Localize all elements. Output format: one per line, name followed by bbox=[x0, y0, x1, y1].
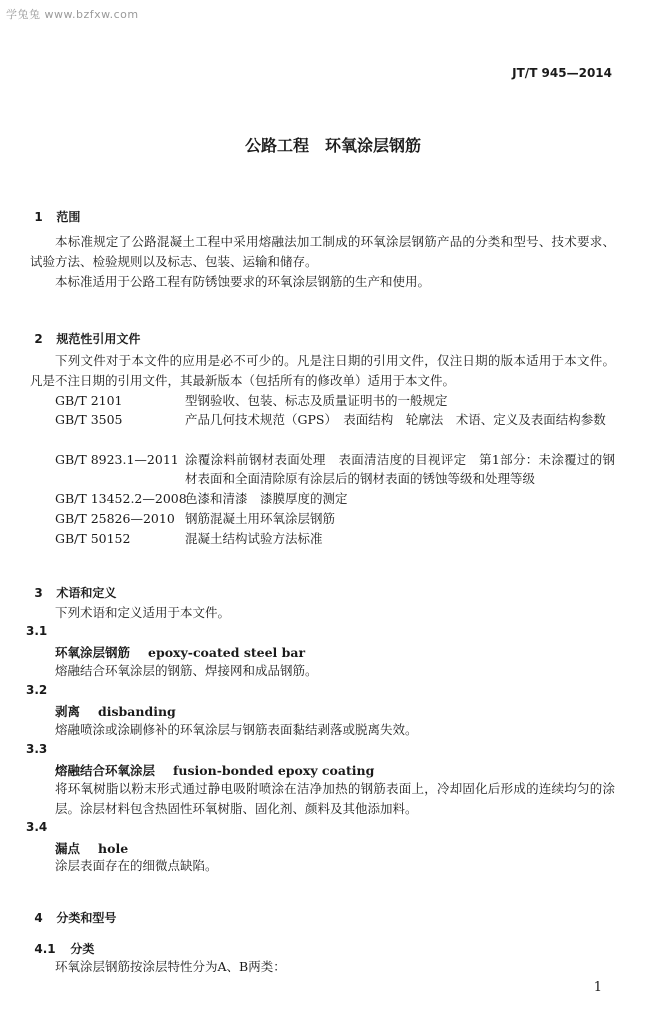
section-2-heading bbox=[26, 316, 140, 347]
term-chinese: 熔融结合环氧涂层 bbox=[55, 763, 156, 778]
section-title: 范围 bbox=[56, 210, 81, 224]
section-title: 术语和定义 bbox=[56, 586, 117, 600]
page-number: 1 bbox=[593, 980, 602, 995]
term-english: fusion-bonded epoxy coating bbox=[173, 763, 375, 778]
reference-item bbox=[55, 489, 615, 508]
section-number: 2 bbox=[34, 332, 43, 346]
reference-item bbox=[55, 391, 615, 410]
reference-item bbox=[55, 410, 615, 429]
term-english: disbanding bbox=[98, 704, 176, 719]
term-definition: 熔融喷涂或涂刷修补的环氧涂层与钢筋表面黏结剥落或脱离失效。 bbox=[55, 722, 418, 737]
section-title: 规范性引用文件 bbox=[56, 332, 141, 346]
watermark: 学兔兔 www.bzfxw.com bbox=[6, 8, 139, 21]
reference-code: GB/T 3505 bbox=[55, 412, 123, 427]
section-1-heading bbox=[26, 194, 80, 225]
reference-title: 混凝土结构试验方法标准 bbox=[185, 531, 323, 546]
section-3-heading bbox=[26, 570, 116, 601]
standard-number: JT/T 945—2014 bbox=[512, 66, 612, 80]
section-title: 分类和型号 bbox=[56, 911, 117, 925]
reference-title: 产品几何技术规范（GPS） 表面结构 轮廓法 术语、定义及表面结构参数 bbox=[185, 412, 606, 427]
subsection-4-1-heading bbox=[26, 926, 94, 957]
section-4-heading bbox=[26, 895, 116, 926]
subsection-number: 4.1 bbox=[34, 942, 56, 956]
term-heading bbox=[55, 643, 305, 661]
reference-code: GB/T 50152 bbox=[55, 531, 131, 546]
section-4-text: 环氧涂层钢筋按涂层特性分为A、B两类： bbox=[55, 959, 286, 974]
term-definition: 将环氧树脂以粉末形式通过静电吸附喷涂在洁净加热的钢筋表面上，冷却固化后形成的连续均匀的涂层。涂层材料包含热固性环氧树脂、固化剂、颜料及其他添加料。 bbox=[55, 781, 615, 816]
term-chinese: 漏点 bbox=[55, 841, 81, 856]
reference-code: GB/T 13452.2—2008 bbox=[55, 491, 187, 506]
reference-item bbox=[55, 529, 615, 548]
reference-title: 色漆和清漆 漆膜厚度的测定 bbox=[185, 491, 348, 506]
term-number: 3.1 bbox=[26, 624, 48, 638]
term-english: hole bbox=[98, 841, 129, 856]
reference-item bbox=[55, 450, 615, 488]
term-definition: 涂层表面存在的细微点缺陷。 bbox=[55, 858, 218, 873]
reference-code: GB/T 2101 bbox=[55, 393, 123, 408]
reference-code: GB/T 8923.1—2011 bbox=[55, 452, 179, 467]
section-number: 3 bbox=[34, 586, 43, 600]
reference-item bbox=[55, 509, 615, 528]
term-number: 3.4 bbox=[26, 820, 48, 834]
section-2-intro: 下列文件对于本文件的应用是必不可少的。凡是注日期的引用文件，仅注日期的版本适用于本文件。凡是不注日期的引用文件，其最新版本（包括所有的修改单）适用于本文件。 bbox=[30, 353, 615, 388]
term-definition: 熔融结合环氧涂层的钢筋、焊接网和成品钢筋。 bbox=[55, 663, 318, 678]
reference-title: 型钢验收、包装、标志及质量证明书的一般规定 bbox=[185, 393, 448, 408]
reference-title: 涂覆涂料前钢材表面处理 表面清洁度的目视评定 第1部分：未涂覆过的钢材表面和全面清除原有涂层后的钢材表面的锈蚀等级和处理等级 bbox=[185, 452, 615, 486]
section-1-paragraph-1: 本标准规定了公路混凝土工程中采用熔融法加工制成的环氧涂层钢筋产品的分类和型号、技术要求、试验方法、检验规则以及标志、包装、运输和储存。 bbox=[30, 234, 615, 269]
subsection-title: 分类 bbox=[70, 942, 95, 956]
section-number: 1 bbox=[34, 210, 43, 224]
reference-code: GB/T 25826—2010 bbox=[55, 511, 175, 526]
term-english: epoxy-coated steel bar bbox=[148, 645, 306, 660]
term-number: 3.3 bbox=[26, 742, 48, 756]
term-heading bbox=[55, 839, 128, 857]
term-chinese: 剥离 bbox=[55, 704, 81, 719]
reference-title: 钢筋混凝土用环氧涂层钢筋 bbox=[185, 511, 336, 526]
term-heading bbox=[55, 761, 374, 779]
document-title: 公路工程 环氧涂层钢筋 bbox=[244, 136, 421, 155]
section-number: 4 bbox=[34, 911, 43, 925]
section-3-intro: 下列术语和定义适用于本文件。 bbox=[55, 605, 231, 620]
section-1-paragraph-2: 本标准适用于公路工程有防锈蚀要求的环氧涂层钢筋的生产和使用。 bbox=[55, 274, 431, 289]
term-heading bbox=[55, 702, 176, 720]
term-chinese: 环氧涂层钢筋 bbox=[55, 645, 131, 660]
term-number: 3.2 bbox=[26, 683, 48, 697]
